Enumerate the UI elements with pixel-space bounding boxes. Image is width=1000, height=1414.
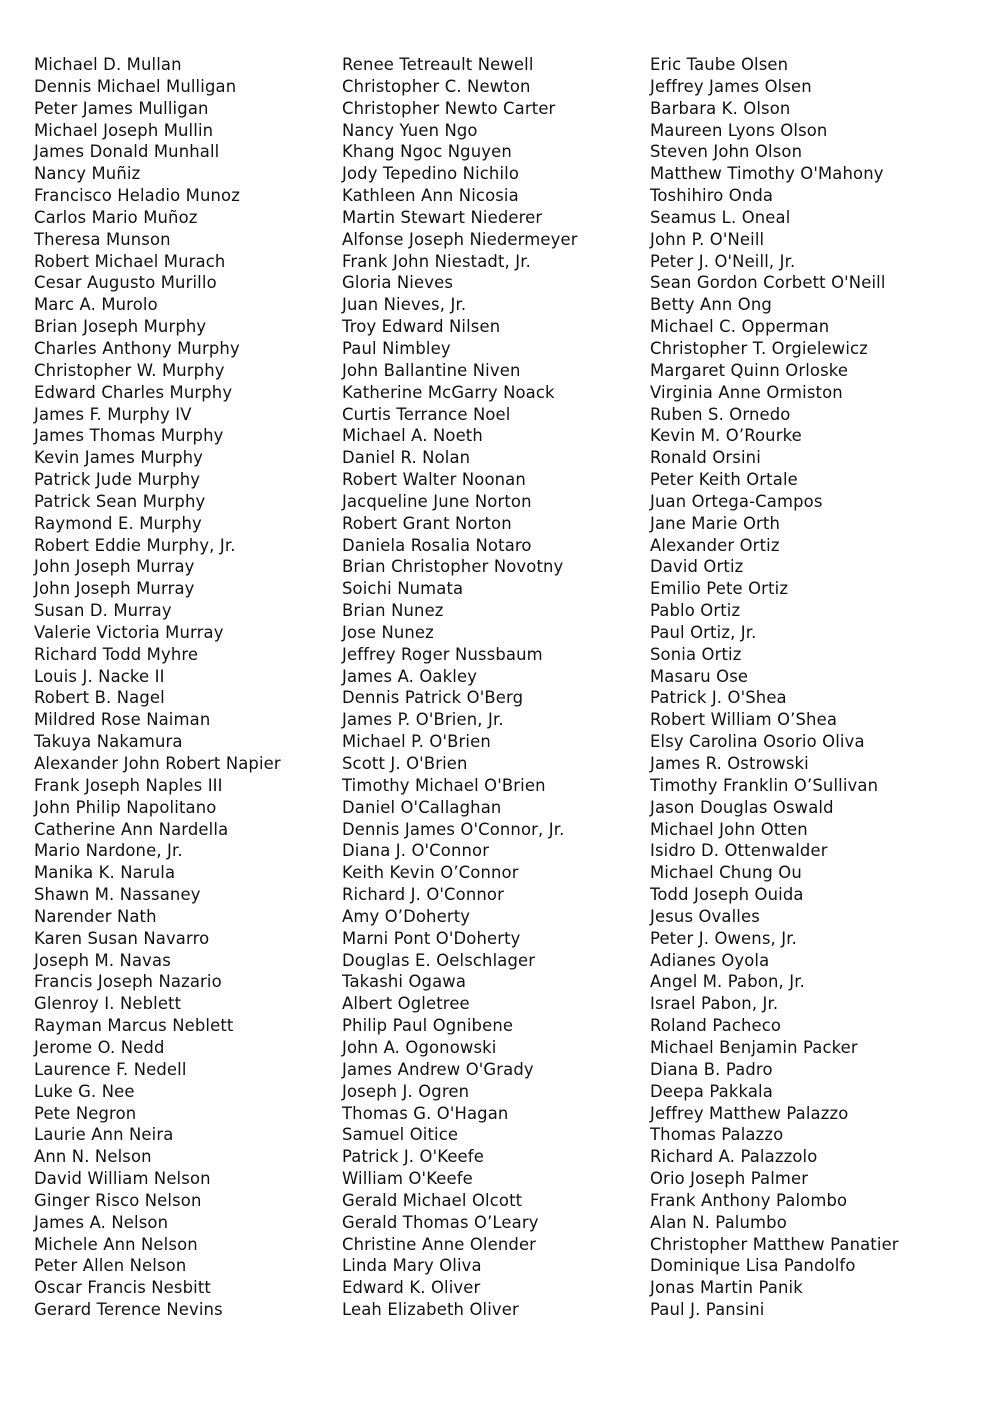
name-entry: Timothy Michael O'Brien [342, 775, 546, 795]
name-entry: Jane Marie Orth [650, 513, 781, 533]
name-entry: Ronald Orsini [650, 448, 761, 468]
name-entry: Patrick J. O'Keefe [342, 1147, 484, 1167]
name-entry: Rayman Marcus Neblett [34, 1016, 234, 1036]
name-entry: Curtis Terrance Noel [342, 404, 511, 424]
name-entry: Charles Anthony Murphy [34, 338, 240, 358]
name-entry: Brian Nunez [342, 601, 444, 621]
name-entry: Peter James Mulligan [34, 98, 209, 118]
name-entry: Juan Nieves, Jr. [342, 295, 467, 315]
name-entry: Emilio Pete Ortiz [650, 579, 789, 599]
name-entry: Kathleen Ann Nicosia [342, 186, 519, 206]
name-entry: Mario Nardone, Jr. [34, 841, 183, 861]
name-entry: Jeffrey Matthew Palazzo [650, 1103, 849, 1123]
name-entry: Alexander John Robert Napier [34, 754, 281, 773]
name-entry: Edward K. Oliver [342, 1278, 481, 1298]
name-entry: David William Nelson [34, 1169, 211, 1189]
name-entry: James F. Murphy IV [34, 404, 192, 424]
name-entry: Catherine Ann Nardella [34, 819, 229, 839]
name-entry: Ruben S. Ornedo [650, 404, 791, 424]
name-entry: Robert Michael Murach [34, 251, 226, 271]
name-entry: Brian Christopher Novotny [342, 557, 564, 577]
name-entry: Virginia Anne Ormiston [650, 382, 843, 402]
name-entry: Brian Joseph Murphy [34, 317, 207, 337]
name-entry: Richard J. O'Connor [342, 885, 504, 905]
name-entry: Barbara K. Olson [650, 98, 791, 118]
name-entry: Peter J. Owens, Jr. [650, 928, 797, 948]
name-entry: John Philip Napolitano [34, 797, 217, 817]
name-entry: Timothy Franklin O’Sullivan [650, 775, 879, 795]
name-entry: Jeffrey Roger Nussbaum [342, 644, 543, 664]
name-entry: Louis J. Nacke II [34, 666, 165, 686]
name-entry: James A. Oakley [342, 666, 478, 686]
name-entry: Frank John Niestadt, Jr. [342, 251, 531, 271]
name-entry: Valerie Victoria Murray [34, 622, 224, 642]
name-entry: Paul J. Pansini [650, 1300, 765, 1320]
name-entry: Michael Benjamin Packer [650, 1037, 858, 1057]
name-entry: Susan D. Murray [34, 601, 172, 621]
name-entry: Michael Chung Ou [650, 863, 802, 883]
name-entry: Michael John Otten [650, 819, 808, 839]
name-entry: Richard Todd Myhre [34, 644, 199, 664]
name-entry: John P. O'Neill [650, 229, 765, 249]
name-entry: Isidro D. Ottenwalder [650, 841, 828, 861]
name-entry: William O'Keefe [342, 1169, 473, 1189]
name-entry: Roland Pacheco [650, 1016, 782, 1036]
name-entry: Mildred Rose Naiman [34, 710, 211, 730]
name-entry: Keith Kevin O’Connor [342, 863, 519, 883]
name-entry: Elsy Carolina Osorio Oliva [650, 732, 865, 752]
name-entry: Daniel O'Callaghan [342, 797, 502, 817]
name-entry: Patrick J. O'Shea [650, 688, 787, 708]
name-entry: Francis Joseph Nazario [34, 972, 222, 992]
name-entry: Karen Susan Navarro [34, 928, 210, 948]
name-entry: James A. Nelson [34, 1212, 169, 1232]
name-entry: John Joseph Murray [34, 557, 195, 577]
name-entry: Michael P. O'Brien [342, 732, 491, 752]
name-entry: Linda Mary Oliva [342, 1256, 482, 1276]
name-entry: Deepa Pakkala [650, 1081, 773, 1101]
name-entry: Dennis Michael Mulligan [34, 76, 237, 96]
name-entry: Cesar Augusto Murillo [34, 273, 217, 293]
name-entry: Pablo Ortiz [650, 601, 741, 621]
name-entry: Soichi Numata [342, 579, 464, 599]
name-entry: Orio Joseph Palmer [650, 1169, 809, 1189]
name-entry: Christine Anne Olender [342, 1234, 537, 1254]
name-entry: John Ballantine Niven [342, 360, 521, 380]
name-entry: Christopher C. Newton [342, 76, 531, 96]
name-entry: Paul Nimbley [342, 338, 451, 358]
name-entry: Maureen Lyons Olson [650, 120, 828, 140]
name-entry: Jonas Martin Panik [650, 1278, 803, 1298]
name-entry: John A. Ogonowski [342, 1037, 497, 1057]
name-entry: Philip Paul Ognibene [342, 1016, 514, 1036]
name-entry: Matthew Timothy O'Mahony [650, 164, 884, 184]
name-entry: Frank Anthony Palombo [650, 1190, 848, 1210]
name-entry: Patrick Jude Murphy [34, 470, 201, 490]
name-entry: Juan Ortega-Campos [650, 491, 823, 511]
name-entry: Paul Ortiz, Jr. [650, 622, 757, 642]
name-entry: Glenroy I. Neblett [34, 994, 182, 1014]
name-entry: Margaret Quinn Orloske [650, 360, 849, 380]
name-entry: Daniel R. Nolan [342, 448, 471, 468]
name-entry: James P. O'Brien, Jr. [342, 710, 504, 730]
name-entry: Diana B. Padro [650, 1059, 773, 1079]
name-entry: Michael Joseph Mullin [34, 120, 214, 140]
name-entry: Israel Pabon, Jr. [650, 994, 779, 1014]
name-entry: Takuya Nakamura [34, 732, 183, 752]
name-entry: Christopher Newto Carter [342, 98, 556, 118]
name-entry: Kevin M. O’Rourke [650, 426, 802, 446]
name-entry: Gerard Terence Nevins [34, 1300, 223, 1320]
name-entry: Diana J. O'Connor [342, 841, 490, 861]
name-entry: Robert Eddie Murphy, Jr. [34, 535, 236, 555]
name-entry: Scott J. O'Brien [342, 754, 468, 773]
name-column-1 [34, 54, 281, 1321]
name-entry: Robert William O’Shea [650, 710, 838, 730]
name-entry: Jesus Ovalles [650, 906, 760, 926]
name-entry: Albert Ogletree [342, 994, 470, 1014]
name-entry: Jeffrey James Olsen [650, 76, 812, 96]
name-entry: Khang Ngoc Nguyen [342, 142, 512, 162]
name-entry: David Ortiz [650, 557, 744, 577]
name-entry: Nancy Yuen Ngo [342, 120, 478, 140]
name-column-3 [650, 54, 899, 1321]
name-entry: Peter Keith Ortale [650, 470, 798, 490]
name-entry: Francisco Heladio Munoz [34, 186, 240, 206]
name-entry: Alfonse Joseph Niedermeyer [342, 229, 578, 249]
name-entry: Narender Nath [34, 906, 157, 926]
name-entry: Theresa Munson [34, 229, 171, 249]
name-column-2 [342, 54, 578, 1321]
name-entry: Pete Negron [34, 1103, 137, 1123]
name-entry: Steven John Olson [650, 142, 803, 162]
name-entry: Amy O’Doherty [342, 906, 471, 926]
name-entry: Leah Elizabeth Oliver [342, 1300, 519, 1320]
name-entry: Samuel Oitice [342, 1125, 459, 1145]
name-entry: Michele Ann Nelson [34, 1234, 198, 1254]
name-entry: Michael D. Mullan [34, 55, 182, 74]
name-entry: Peter Allen Nelson [34, 1256, 187, 1276]
name-entry: Jose Nunez [342, 622, 434, 642]
name-entry: Robert Walter Noonan [342, 470, 526, 490]
name-entry: Nancy Muñiz [34, 164, 141, 184]
name-entry: Thomas Palazzo [650, 1125, 784, 1145]
name-entry: Oscar Francis Nesbitt [34, 1278, 212, 1298]
name-entry: Jacqueline June Norton [342, 491, 532, 511]
name-entry: Richard A. Palazzolo [650, 1147, 818, 1167]
name-entry: Alexander Ortiz [650, 535, 780, 555]
name-entry: Jason Douglas Oswald [650, 797, 834, 817]
name-entry: Peter J. O'Neill, Jr. [650, 251, 796, 271]
name-entry: Jerome O. Nedd [34, 1037, 165, 1057]
name-entry: Gloria Nieves [342, 273, 454, 293]
name-entry: Angel M. Pabon, Jr. [650, 972, 805, 992]
name-entry: Kevin James Murphy [34, 448, 204, 468]
name-entry: Luke G. Nee [34, 1081, 135, 1101]
name-entry: Daniela Rosalia Notaro [342, 535, 532, 555]
name-entry: Joseph J. Ogren [342, 1081, 470, 1101]
name-entry: Frank Joseph Naples III [34, 775, 223, 795]
name-entry: Douglas E. Oelschlager [342, 950, 536, 970]
name-entry: Michael A. Noeth [342, 426, 483, 446]
name-entry: James Andrew O'Grady [342, 1059, 534, 1079]
name-entry: Sonia Ortiz [650, 644, 742, 664]
name-entry: Katherine McGarry Noack [342, 382, 555, 402]
name-entry: Troy Edward Nilsen [342, 317, 501, 337]
name-entry: John Joseph Murray [34, 579, 195, 599]
name-entry: Shawn M. Nassaney [34, 885, 201, 905]
name-entry: Dennis James O'Connor, Jr. [342, 819, 565, 839]
name-entry: James R. Ostrowski [650, 754, 809, 773]
name-entry: Marc A. Murolo [34, 295, 158, 315]
name-entry: Carlos Mario Muñoz [34, 207, 198, 227]
name-entry: Robert B. Nagel [34, 688, 165, 708]
name-entry: Todd Joseph Ouida [650, 885, 804, 905]
name-entry: Alan N. Palumbo [650, 1212, 787, 1232]
name-entry: Eric Taube Olsen [650, 55, 789, 74]
name-entry: Robert Grant Norton [342, 513, 512, 533]
name-entry: Betty Ann Ong [650, 295, 772, 315]
name-entry: Toshihiro Onda [650, 186, 774, 206]
name-entry: Takashi Ogawa [342, 972, 467, 992]
name-entry: James Thomas Murphy [34, 426, 224, 446]
name-entry: Patrick Sean Murphy [34, 491, 206, 511]
name-entry: Dominique Lisa Pandolfo [650, 1256, 856, 1276]
name-entry: Sean Gordon Corbett O'Neill [650, 273, 886, 293]
name-entry: Gerald Michael Olcott [342, 1190, 523, 1210]
name-entry: James Donald Munhall [34, 142, 220, 162]
name-entry: Joseph M. Navas [34, 950, 171, 970]
name-entry: Dennis Patrick O'Berg [342, 688, 524, 708]
name-entry: Christopher Matthew Panatier [650, 1234, 899, 1254]
name-entry: Christopher W. Murphy [34, 360, 225, 380]
name-entry: Seamus L. Oneal [650, 207, 791, 227]
name-entry: Christopher T. Orgielewicz [650, 338, 868, 358]
name-entry: Manika K. Narula [34, 863, 176, 883]
name-entry: Gerald Thomas O’Leary [342, 1212, 539, 1232]
name-entry: Laurie Ann Neira [34, 1125, 174, 1145]
name-entry: Jody Tepedino Nichilo [342, 164, 520, 184]
name-entry: Laurence F. Nedell [34, 1059, 187, 1079]
name-entry: Ginger Risco Nelson [34, 1190, 202, 1210]
name-entry: Edward Charles Murphy [34, 382, 233, 402]
name-entry: Marni Pont O'Doherty [342, 928, 521, 948]
name-entry: Martin Stewart Niederer [342, 207, 543, 227]
name-entry: Renee Tetreault Newell [342, 55, 534, 74]
name-entry: Thomas G. O'Hagan [342, 1103, 509, 1123]
name-entry: Michael C. Opperman [650, 317, 830, 337]
name-entry: Masaru Ose [650, 666, 749, 686]
name-entry: Ann N. Nelson [34, 1147, 152, 1167]
name-entry: Adianes Oyola [650, 950, 770, 970]
name-entry: Raymond E. Murphy [34, 513, 202, 533]
